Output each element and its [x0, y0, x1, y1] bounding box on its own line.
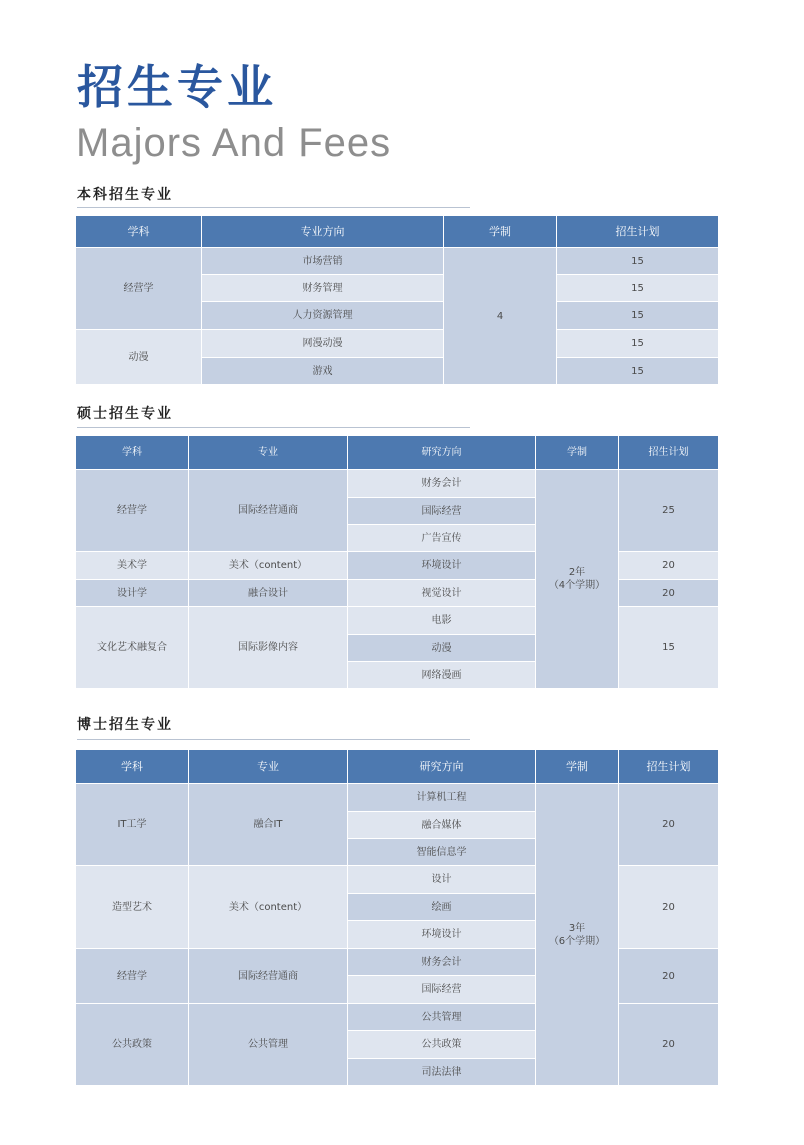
page-subtitle: Majors And Fees: [76, 121, 392, 165]
direction-cell: 网络漫画: [348, 662, 536, 689]
direction-cell: 司法法律: [348, 1059, 536, 1086]
doctor-section-title: 博士招生专业: [77, 717, 173, 733]
quota-cell: 15: [557, 330, 719, 358]
major-cell: 游戏: [202, 358, 444, 385]
major-cell: 财务管理: [202, 275, 444, 302]
direction-cell: 公共政策: [348, 1031, 536, 1059]
table-row: [76, 248, 719, 275]
duration-cell: [536, 784, 619, 1086]
direction-cell: 环境设计: [348, 921, 536, 949]
table-row: [76, 866, 719, 894]
table-row: [76, 607, 719, 635]
discipline-cell: IT工学: [76, 784, 189, 866]
major-cell: 美术（content）: [189, 866, 348, 949]
column-header: 学科: [76, 216, 202, 248]
major-cell: 融合IT: [189, 784, 348, 866]
quota-cell: 15: [557, 358, 719, 385]
discipline-cell: 美术学: [76, 552, 189, 580]
table-header-row: [76, 750, 719, 784]
duration-years: 3年: [568, 922, 586, 934]
duration-semesters: （6个学期）: [548, 935, 606, 947]
doctor-section-rule: [77, 739, 470, 740]
direction-cell: 计算机工程: [348, 784, 536, 812]
master-table: [75, 435, 719, 689]
quota-cell: 20: [619, 866, 719, 949]
discipline-cell: 公共政策: [76, 1004, 189, 1086]
major-cell: 国际经营通商: [189, 949, 348, 1004]
table-header-row: [76, 216, 719, 248]
direction-cell: 融合媒体: [348, 812, 536, 839]
direction-cell: 国际经营: [348, 498, 536, 525]
direction-cell: 绘画: [348, 894, 536, 921]
direction-cell: 视觉设计: [348, 580, 536, 607]
discipline-cell: 造型艺术: [76, 866, 189, 949]
table-row: [76, 1004, 719, 1031]
quota-cell: 15: [619, 607, 719, 689]
direction-cell: 环境设计: [348, 552, 536, 580]
column-header: 招生计划: [557, 216, 719, 248]
column-header: 学制: [444, 216, 557, 248]
column-header: 学制: [536, 750, 619, 784]
column-header: 研究方向: [348, 436, 536, 470]
duration-years: 2年: [568, 567, 586, 578]
column-header: 招生计划: [619, 750, 719, 784]
quota-cell: 20: [619, 1004, 719, 1086]
column-header: 招生计划: [619, 436, 719, 470]
direction-cell: 公共管理: [348, 1004, 536, 1031]
table-row: [76, 552, 719, 580]
direction-cell: 动漫: [348, 635, 536, 662]
direction-cell: 财务会计: [348, 470, 536, 498]
major-cell: 融合设计: [189, 580, 348, 607]
quota-cell: 15: [557, 302, 719, 330]
column-header: 学科: [76, 750, 189, 784]
discipline-cell: 经营学: [76, 248, 202, 330]
quota-cell: 15: [557, 275, 719, 302]
direction-cell: 智能信息学: [348, 839, 536, 866]
master-section-rule: [77, 427, 470, 428]
column-header: 学科: [76, 436, 189, 470]
direction-cell: 设计: [348, 866, 536, 894]
table-row: [76, 330, 719, 358]
major-cell: 国际影像内容: [189, 607, 348, 689]
column-header: 专业: [189, 436, 348, 470]
major-cell: 人力资源管理: [202, 302, 444, 330]
table-row: [76, 580, 719, 607]
column-header: 专业: [189, 750, 348, 784]
direction-cell: 电影: [348, 607, 536, 635]
quota-cell: 20: [619, 580, 719, 607]
duration-semesters: （4个学期）: [548, 580, 606, 591]
major-cell: 市场营销: [202, 248, 444, 275]
direction-cell: 财务会计: [348, 949, 536, 976]
column-header: 专业方向: [202, 216, 444, 248]
undergrad-table: [75, 215, 719, 385]
table-row: [76, 784, 719, 812]
major-cell: 公共管理: [189, 1004, 348, 1086]
major-cell: 网漫动漫: [202, 330, 444, 358]
table-row: [76, 470, 719, 498]
column-header: 研究方向: [348, 750, 536, 784]
direction-cell: 广告宣传: [348, 525, 536, 552]
undergrad-section-title: 本科招生专业: [77, 187, 173, 203]
discipline-cell: 经营学: [76, 949, 189, 1004]
column-header: 学制: [536, 436, 619, 470]
quota-cell: 20: [619, 949, 719, 1004]
duration-cell: 4: [444, 248, 557, 385]
undergrad-section-rule: [77, 207, 470, 208]
major-cell: 美术（content）: [189, 552, 348, 580]
discipline-cell: 设计学: [76, 580, 189, 607]
doctor-table: [75, 749, 719, 1086]
page-title: 招生专业: [77, 60, 277, 114]
master-section-title: 硕士招生专业: [77, 406, 173, 422]
quota-cell: 20: [619, 552, 719, 580]
discipline-cell: 动漫: [76, 330, 202, 385]
major-cell: 国际经营通商: [189, 470, 348, 552]
duration-cell: [536, 470, 619, 689]
table-header-row: [76, 436, 719, 470]
quota-cell: 20: [619, 784, 719, 866]
direction-cell: 国际经营: [348, 976, 536, 1004]
table-row: [76, 949, 719, 976]
quota-cell: 25: [619, 470, 719, 552]
quota-cell: 15: [557, 248, 719, 275]
discipline-cell: 文化艺术融复合: [76, 607, 189, 689]
discipline-cell: 经营学: [76, 470, 189, 552]
